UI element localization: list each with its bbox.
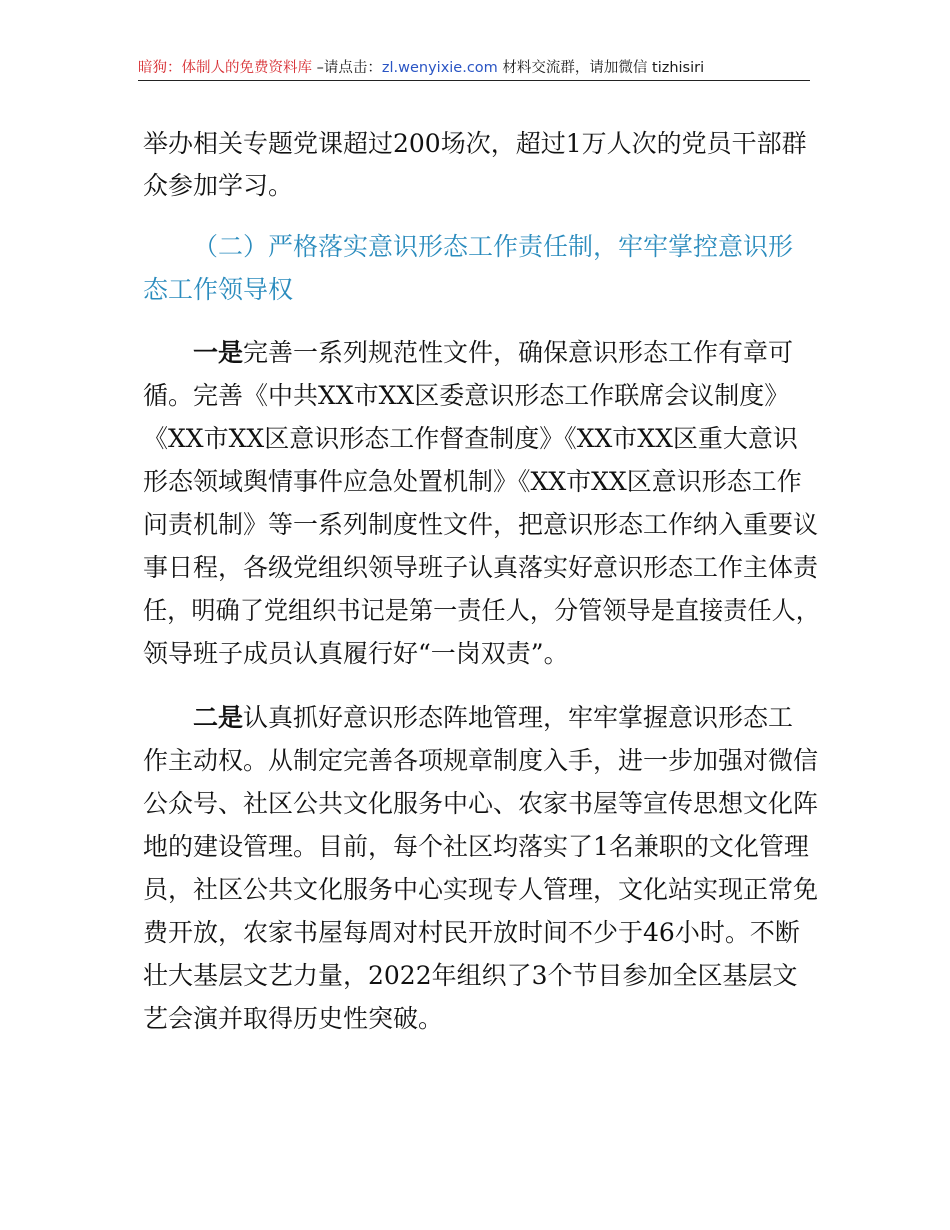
paragraph-2-first-line — [193, 702, 793, 734]
page-header — [138, 56, 810, 82]
paragraph-1-line: 《XX市XX区意识形态工作督查制度》《XX市XX区重大意识 — [143, 424, 798, 453]
header-prompt-text: –请点击： — [312, 60, 382, 76]
paragraph-1-line: 问责机制》等一系列制度性文件，把意识形态工作纳入重要议 — [143, 510, 819, 539]
paragraph-1-line: 领导班子成员认真履行好“一岗双责”。 — [143, 639, 569, 668]
paragraph-1-lead: 一是 — [193, 338, 244, 367]
header-brand-text: 暗狗：体制人的免费资料库 — [138, 60, 312, 76]
header-contact-text: 材料交流群，请加微信 tizhisiri — [497, 60, 705, 76]
header-divider — [138, 80, 810, 81]
paragraph-2-line: 费开放，农家书屋每周对村民开放时间不少于46小时。不断 — [143, 918, 800, 947]
section-heading-line: 态工作领导权 — [143, 275, 294, 304]
section-heading-line: （二）严格落实意识形态工作责任制，牢牢掌控意识形 — [193, 232, 794, 261]
paragraph-1-line: 事日程，各级党组织领导班子认真落实好意识形态工作主体责 — [143, 553, 819, 582]
paragraph-1-line: 任，明确了党组织书记是第一责任人，分管领导是直接责任人， — [143, 596, 820, 625]
paragraph-1-first-line — [193, 337, 793, 369]
paragraph-1-line: 形态领域舆情事件应急处置机制》《XX市XX区意识形态工作 — [143, 467, 802, 496]
paragraph-2-line: 壮大基层文艺力量，2022年组织了3个节目参加全区基层文 — [143, 961, 798, 990]
header-url-link[interactable]: zl.wenyixie.com — [381, 60, 498, 76]
paragraph-2-line: 艺会演并取得历史性突破。 — [143, 1004, 444, 1033]
paragraph-2-line: 公众号、社区公共文化服务中心、农家书屋等宣传思想文化阵 — [143, 789, 819, 818]
paragraph-1-line: 循。完善《中共XX市XX区委意识形态工作联席会议制度》 — [143, 381, 790, 410]
paragraph-2-line: 地的建设管理。目前，每个社区均落实了1名兼职的文化管理 — [143, 832, 809, 861]
paragraph-1-first-text: 完善一系列规范性文件，确保意识形态工作有章可 — [243, 338, 794, 367]
paragraph-2-line: 员，社区公共文化服务中心实现专人管理，文化站实现正常免 — [143, 875, 819, 904]
paragraph-2-first-text: 认真抓好意识形态阵地管理，牢牢掌握意识形态工 — [243, 703, 794, 732]
paragraph-2-line: 作主动权。从制定完善各项规章制度入手，进一步加强对微信 — [143, 746, 819, 775]
intro-line: 众参加学习。 — [143, 171, 294, 200]
intro-line: 举办相关专题党课超过200场次，超过1万人次的党员干部群 — [143, 129, 807, 158]
paragraph-2-lead: 二是 — [193, 703, 244, 732]
